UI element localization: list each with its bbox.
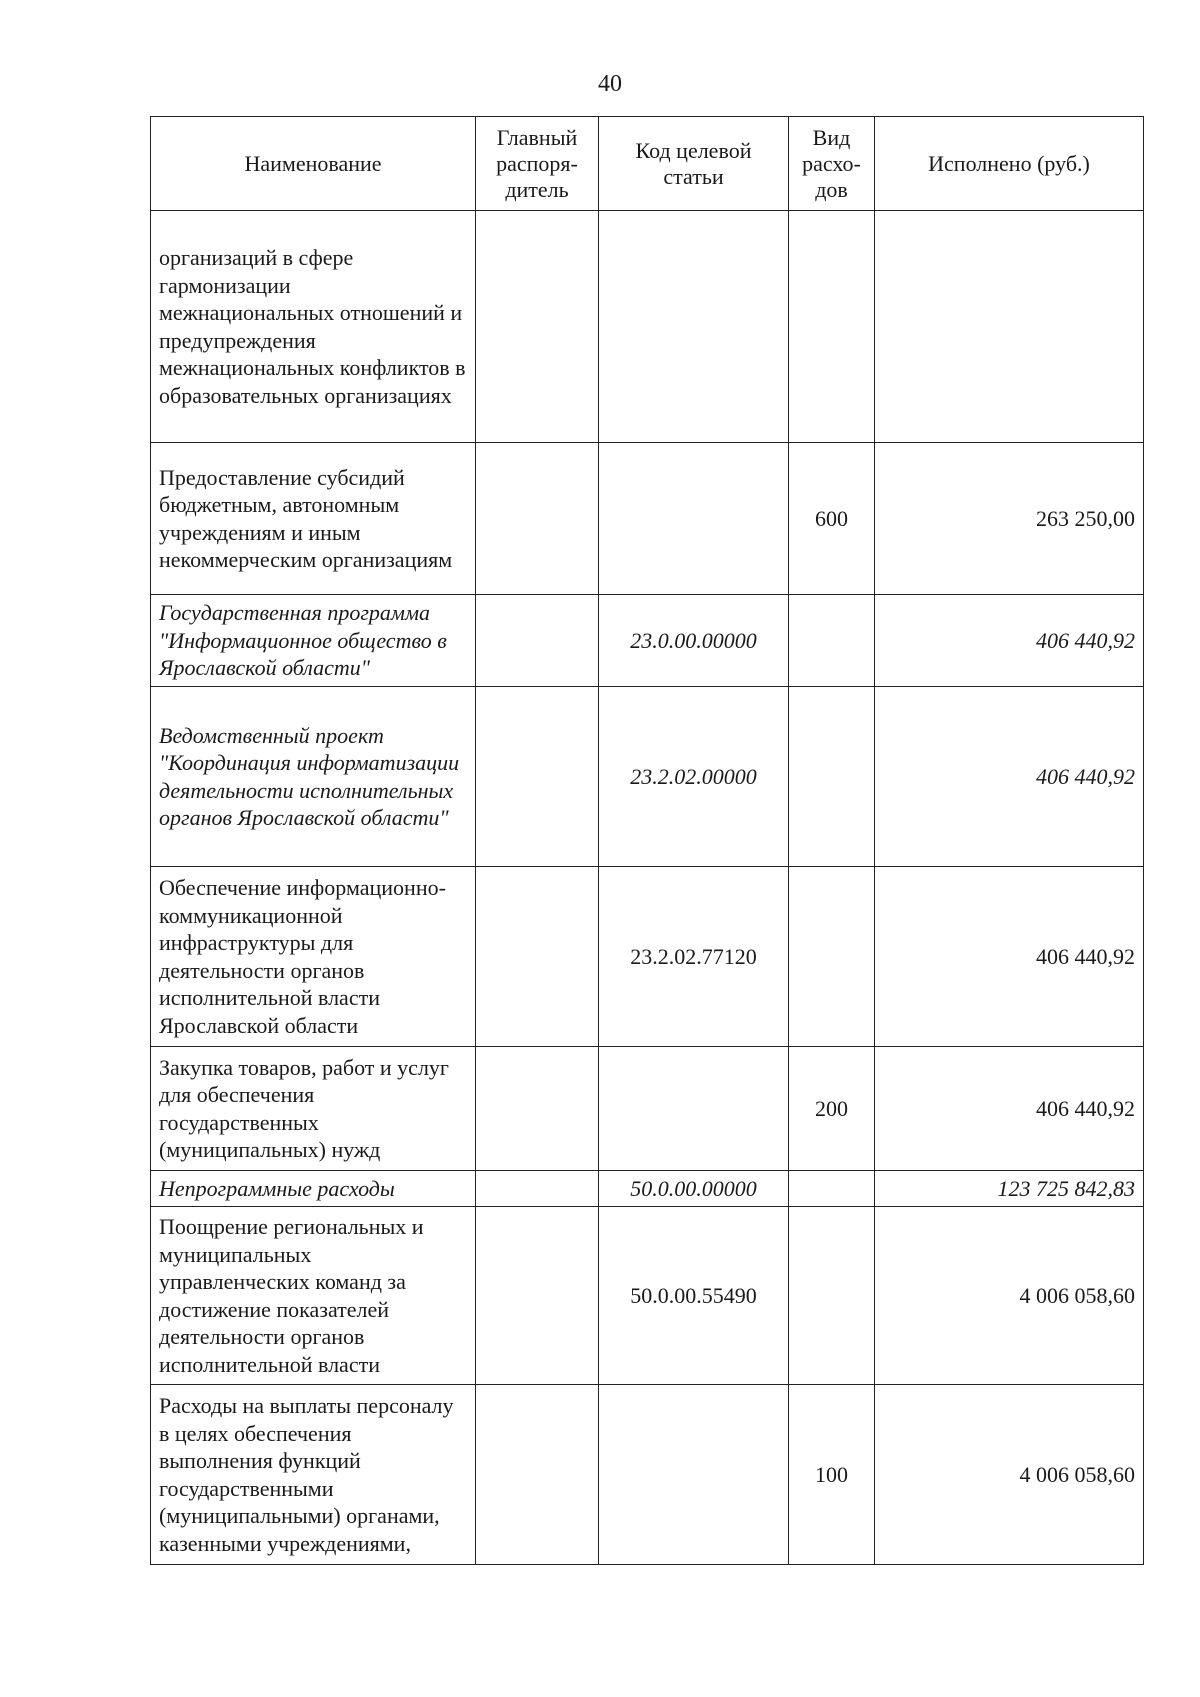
row-code (599, 443, 789, 595)
row-name: Государственная программа "Информационное общество в Ярославской области" (151, 595, 476, 687)
row-kind: 200 (789, 1047, 875, 1171)
row-kind: 600 (789, 443, 875, 595)
row-code (599, 1047, 789, 1171)
header-manager: Главный распоря-дитель (476, 117, 599, 211)
row-manager (476, 1207, 599, 1385)
table-row (151, 867, 1144, 1047)
row-name: Расходы на выплаты персоналу в целях обеспечения выполнения функций государственными (муниципальными) органами, казенными учреждениями, (151, 1385, 476, 1565)
header-kind: Вид расхо-дов (789, 117, 875, 211)
row-code: 50.0.00.00000 (599, 1171, 789, 1207)
row-manager (476, 211, 599, 443)
table-row-program (151, 1171, 1144, 1207)
row-code: 23.0.00.00000 (599, 595, 789, 687)
row-amount: 406 440,92 (875, 595, 1144, 687)
row-code (599, 1385, 789, 1565)
header-amount: Исполнено (руб.) (875, 117, 1144, 211)
table-row (151, 443, 1144, 595)
row-kind (789, 1207, 875, 1385)
row-manager (476, 687, 599, 867)
row-code (599, 211, 789, 443)
row-name: организаций в сфере гармонизации межнациональных отношений и предупреждения межнациональных конфликтов в образовательных организациях (151, 211, 476, 443)
row-manager (476, 1171, 599, 1207)
row-name: Предоставление субсидий бюджетным, автономным учреждениям и иным некоммерческим организациям (151, 443, 476, 595)
row-amount: 123 725 842,83 (875, 1171, 1144, 1207)
row-amount: 406 440,92 (875, 1047, 1144, 1171)
row-amount: 406 440,92 (875, 867, 1144, 1047)
header-code: Код целевой статьи (599, 117, 789, 211)
header-name: Наименование (151, 117, 476, 211)
row-name: Непрограммные расходы (151, 1171, 476, 1207)
row-kind (789, 1171, 875, 1207)
row-code: 50.0.00.55490 (599, 1207, 789, 1385)
expenditure-table (150, 116, 1144, 1565)
row-kind (789, 687, 875, 867)
row-kind (789, 211, 875, 443)
row-amount: 4 006 058,60 (875, 1385, 1144, 1565)
table-row (151, 1207, 1144, 1385)
page-number: 40 (598, 71, 622, 97)
row-amount: 263 250,00 (875, 443, 1144, 595)
row-name: Поощрение региональных и муниципальных управленческих команд за достижение показателей деятельности органов исполнительной власти (151, 1207, 476, 1385)
table-row (151, 1047, 1144, 1171)
row-amount: 406 440,92 (875, 687, 1144, 867)
table-row (151, 1385, 1144, 1565)
row-name: Ведомственный проект "Координация информатизации деятельности исполнительных органов Ярославской области" (151, 687, 476, 867)
row-manager (476, 595, 599, 687)
table-row-program (151, 595, 1144, 687)
row-amount (875, 211, 1144, 443)
row-code: 23.2.02.77120 (599, 867, 789, 1047)
row-kind: 100 (789, 1385, 875, 1565)
row-code: 23.2.02.00000 (599, 687, 789, 867)
row-manager (476, 1047, 599, 1171)
row-name: Закупка товаров, работ и услуг для обеспечения государственных (муниципальных) нужд (151, 1047, 476, 1171)
row-manager (476, 1385, 599, 1565)
row-manager (476, 443, 599, 595)
table-row (151, 211, 1144, 443)
row-manager (476, 867, 599, 1047)
row-amount: 4 006 058,60 (875, 1207, 1144, 1385)
table-header-row (151, 117, 1144, 211)
table-row-project (151, 687, 1144, 867)
row-name: Обеспечение информационно-коммуникационной инфраструктуры для деятельности органов исполнительной власти Ярославской области (151, 867, 476, 1047)
row-kind (789, 867, 875, 1047)
row-kind (789, 595, 875, 687)
